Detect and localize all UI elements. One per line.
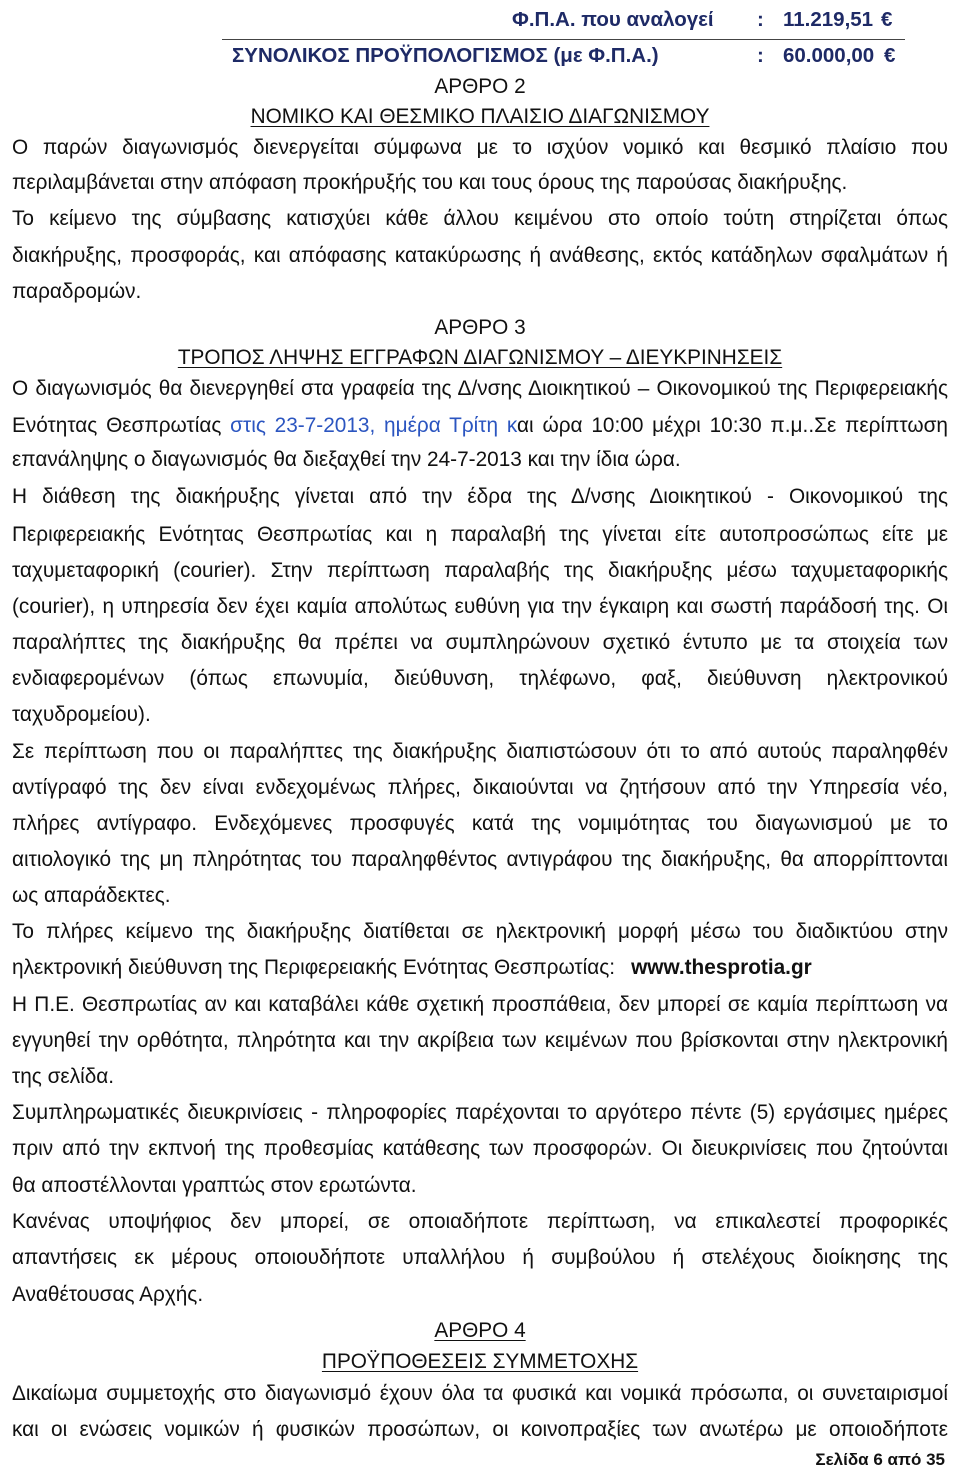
body-text-line: Ο παρών διαγωνισμός διενεργείται σύμφωνα με το ισχύον νομικό και θεσμικό πλαίσιο που [12, 136, 948, 159]
body-text-line: Η Π.Ε. Θεσπρωτίας αν και καταβάλει κάθε σχετική προσπάθεια, δεν μπορεί σε καμία περίπτωση να [12, 993, 948, 1016]
article-3-title: ΤΡΟΠΟΣ ΛΗΨΗΣ ΕΓΓΡΑΦΩΝ ΔΙΑΓΩΝΙΣΜΟΥ – ΔΙΕΥΚΡΙΝΗΣΕΙΣ [177, 346, 783, 369]
body-text-line: Ο διαγωνισμός θα διενεργηθεί στα γραφεία της Δ/νσης Διοικητικού – Οικονομικού της Περιφερειακής [12, 377, 948, 400]
body-text-line: ταχυδρομείου). [12, 703, 151, 726]
total-budget-value: 60.000,00 [783, 44, 875, 67]
body-text-line: (courier), η υπηρεσία δεν έχει καμία απολύτως ευθύνη για την έγκαιρη και σωστή παράδοσή της. Οι [12, 595, 948, 618]
vat-separator: : [757, 8, 764, 31]
body-text-line: Συμπληρωματικές διευκρινίσεις - πληροφορίες παρέχονται το αργότερο πέντε (5) εργάσιμες ημέρες [12, 1101, 948, 1124]
body-text-line: Αναθέτουσας Αρχής. [12, 1283, 204, 1306]
body-text-line: Κανένας υποψήφιος δεν μπορεί, σε οποιαδήποτε περίπτωση, να επικαλεστεί προφορικές [12, 1210, 948, 1233]
body-text-line: ταχυμεταφορική (courier). Στην περίπτωση παραλαβής της διακήρυξης μέσω ταχυμεταφορικής [12, 559, 948, 582]
body-text-line: περιλαμβάνεται στην απόφαση προκήρυξής του και τους όρους της παρούσας διακήρυξης. [12, 171, 848, 194]
total-currency-symbol: € [884, 44, 896, 67]
text-fragment: αι ώρα 10:00 μέχρι 10:30 π.μ..Σε περίπτωση [517, 414, 948, 437]
body-text-line [12, 956, 948, 980]
body-text-line: ενδιαφερομένων (όπως επωνυμία, διεύθυνση, τηλέφωνο, φαξ, διεύθυνση ηλεκτρονικού [12, 667, 948, 690]
body-text-line: παραλήπτες της διακήρυξης θα πρέπει να συμπληρώνουν σχετικό έντυπο με τα στοιχεία των [12, 631, 948, 654]
article-3-number: ΑΡΘΡΟ 3 [434, 316, 526, 339]
website-address: www.thesprotia.gr [631, 956, 812, 979]
body-text-line: διακήρυξης, προσφοράς, και απόφασης κατακύρωσης ή ανάθεσης, εκτός κατάδηλων σφαλμάτων ή [12, 244, 948, 267]
body-text-line: παραδρομών. [12, 280, 142, 303]
body-text-line: απαντήσεις εκ μέρους οποιουδήποτε υπαλλήλου ή συμβούλου ή στελέχους διοίκησης της [12, 1246, 948, 1269]
article-2-number: ΑΡΘΡΟ 2 [434, 75, 526, 98]
total-budget-label: ΣΥΝΟΛΙΚΟΣ ΠΡΟΫΠΟΛΟΓΙΣΜΟΣ (με Φ.Π.Α.) [232, 44, 659, 67]
article-2-title: ΝΟΜΙΚΟ ΚΑΙ ΘΕΣΜΙΚΟ ΠΛΑΙΣΙΟ ΔΙΑΓΩΝΙΣΜΟΥ [250, 105, 710, 128]
total-budget-separator: : [757, 44, 764, 67]
body-text-line: Δικαίωμα συμμετοχής στο διαγωνισμό έχουν όλα τα φυσικά και νομικά πρόσωπα, οι συνεταιρισμοί [12, 1382, 948, 1405]
body-text-line: πλήρες αντίγραφο. Ενδεχόμενες προσφυγές κατά της νομιμότητας του διαγωνισμού με το [12, 812, 948, 835]
vat-label: Φ.Π.Α. που αναλογεί [512, 8, 714, 31]
vat-value: 11.219,51 [783, 8, 874, 31]
body-text-line: ως απαράδεκτες. [12, 884, 171, 907]
vat-currency-symbol: € [881, 8, 893, 31]
body-text-line: Η διάθεση της διακήρυξης γίνεται από την έδρα της Δ/νσης Διοικητικού - Οικονομικού της [12, 485, 948, 508]
highlighted-date-text: στις 23-7-2013, ημέρα Τρίτη κ [230, 414, 518, 437]
body-text-line: της σελίδα. [12, 1065, 115, 1088]
body-text-line: και οι ενώσεις νομικών ή φυσικών προσώπων, οι κοινοπραξίες των ανωτέρω με οποιοδήποτε [12, 1418, 948, 1441]
body-text-line: εγγυηθεί την ορθότητα, πληρότητα και την ακρίβεια των κειμένων που βρίσκονται στην ηλεκτρονική [12, 1029, 948, 1052]
body-text-line: επανάληψης ο διαγωνισμός θα διεξαχθεί την 24-7-2013 και την ίδια ώρα. [12, 448, 681, 471]
body-text-line [12, 414, 948, 438]
body-text-line: Το πλήρες κείμενο της διακήρυξης διατίθεται σε ηλεκτρονική μορφή μέσω του διαδικτύου στην [12, 920, 948, 943]
article-4-number: ΑΡΘΡΟ 4 [434, 1319, 526, 1342]
body-text-line: αντίγραφό της δεν είναι ενδεχομένως πλήρες, δικαιούνται να ζητήσουν από την Υπηρεσία νέο, [12, 776, 948, 799]
body-text-line: αιτιολογικό της μη πληρότητας του παραληφθέντος αντιγράφου της διακήρυξης, θα απορρίπτονται [12, 848, 948, 871]
body-text-line: Περιφερειακής Ενότητας Θεσπρωτίας και η παραλαβή της γίνεται είτε αυτοπροσώπως είτε με [12, 523, 948, 546]
article-4-title: ΠΡΟΫΠΟΘΕΣΕΙΣ ΣΥΜΜΕΤΟΧΗΣ [321, 1350, 639, 1373]
text-fragment: Ενότητας Θεσπρωτίας [12, 414, 231, 437]
text-fragment: ηλεκτρονική διεύθυνση της Περιφερειακής Ενότητας Θεσπρωτίας: [12, 956, 616, 979]
body-text-line: πριν από την εκπνοή της προθεσμίας κατάθεσης των προσφορών. Οι διευκρινίσεις που ζητούνται [12, 1137, 948, 1160]
page-number: Σελίδα 6 από 35 [815, 1450, 945, 1469]
body-text-line: Σε περίπτωση που οι παραλήπτες της διακήρυξης διαπιστώσουν ότι το από αυτούς παραληφθέν [12, 740, 948, 763]
body-text-line: Το κείμενο της σύμβασης κατισχύει κάθε άλλου κειμένου στο οποίο τούτη στηρίζεται όπως [12, 207, 948, 230]
table-divider [222, 39, 905, 40]
body-text-line: θα αποστέλλονται γραπτώς στον ερωτώντα. [12, 1174, 417, 1197]
